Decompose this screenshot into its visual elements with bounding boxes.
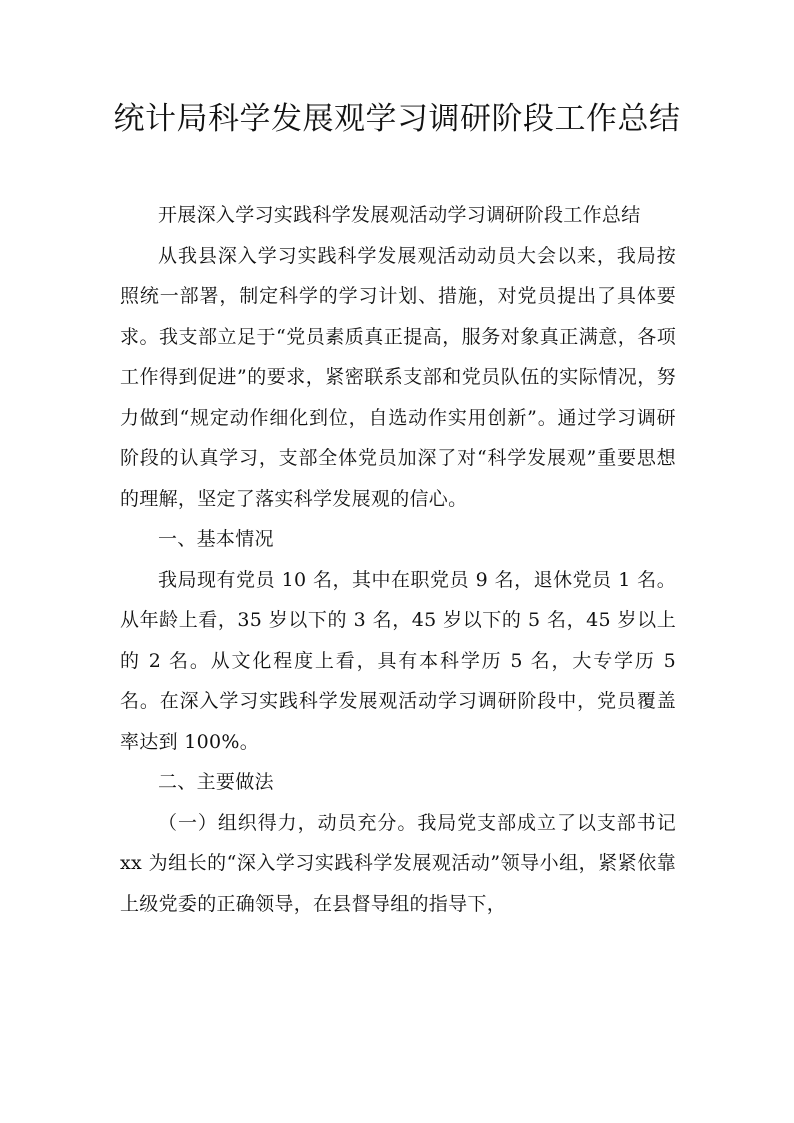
paragraph-main-practices-1: （一）组织得力，动员充分。我局党支部成立了以支部书记 xx 为组长的“深入学习实践科学发展观活动”领导小组，紧紧依靠上级党委的正确领导，在县督导组的指导下， [120,811,676,915]
section-heading-main-practices: 二、主要做法 [158,771,274,793]
paragraph-intro: 从我县深入学习实践科学发展观活动动员大会以来，我局按照统一部署，制定科学的学习计划、措施，对党员提出了具体要求。我支部立足于“党员素质真正提高，服务对象真正满意，各项工作得到促进”的要求，紧密联系支部和党员队伍的实际情况，努力做到“规定动作细化到位，自选动作实用创新”。通过学习调研阶段的认真学习，支部全体党员加深了对“科学发展观”重要思想的理解，坚定了落实科学发展观的信心。 [120,244,676,510]
section-heading-basic-situation: 一、基本情况 [158,528,274,550]
paragraph-subtitle: 开展深入学习实践科学发展观活动学习调研阶段工作总结 [158,204,641,226]
paragraph-basic-situation: 我局现有党员 10 名，其中在职党员 9 名，退休党员 1 名。从年龄上看，35 岁以下的 3 名，45 岁以下的 5 名，45 岁以上的 2 名。从文化程度上看，具有本科学历 5 名，大专学历 5 名。在深入学习实践科学发展观活动学习调研阶段中，党员覆盖率达到 100%。 [120,568,676,753]
document-body [120,195,676,924]
document-title: 统计局科学发展观学习调研阶段工作总结 [113,101,681,137]
